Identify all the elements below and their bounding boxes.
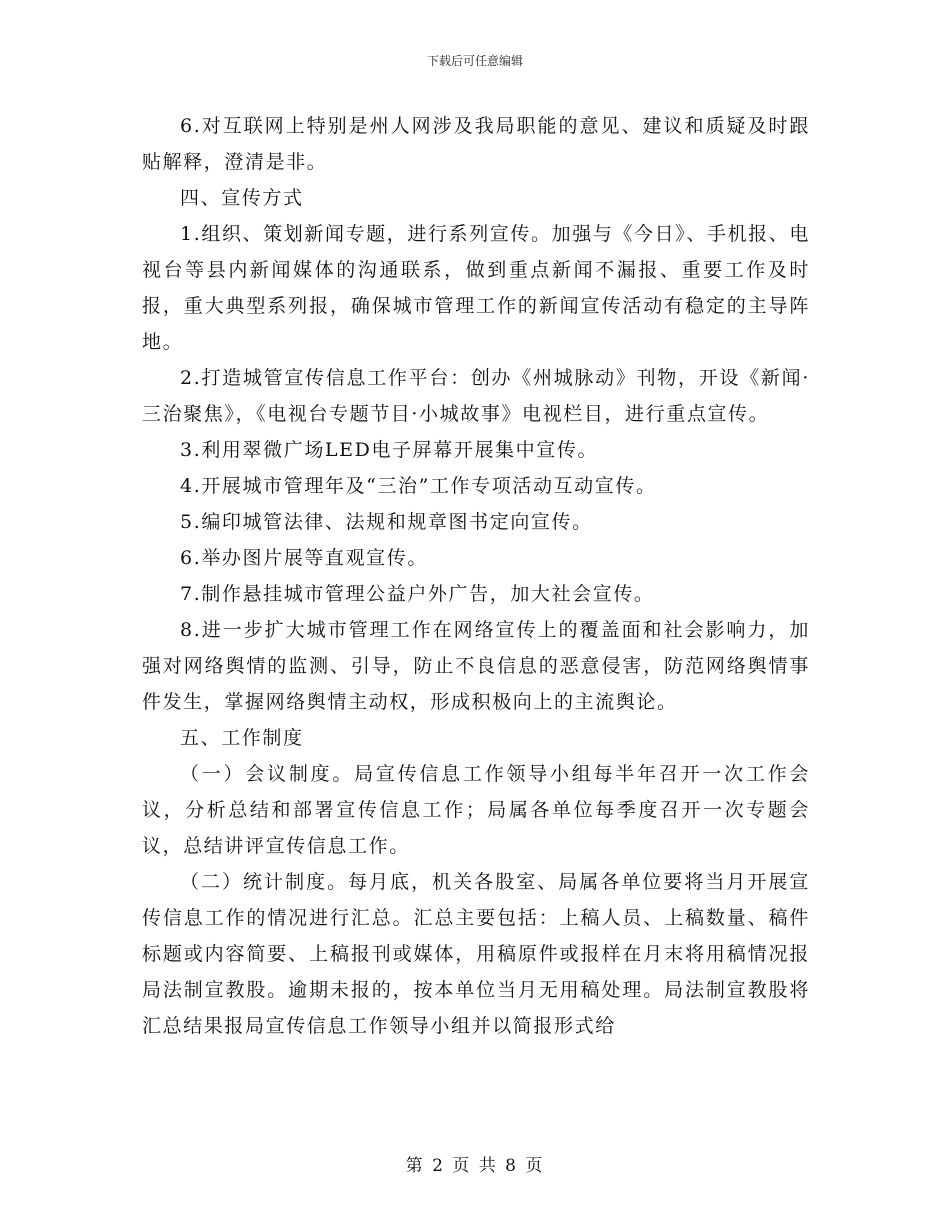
paragraph-method-6: 6.举办图片展等直观宣传。	[180, 547, 428, 569]
paragraph-statistics-system: （二）统计制度。每月底，机关各股室、局属各单位要将当月开展宣传信息工作的情况进行汇总。汇总主要包括：上稿人员、上稿数量、稿件标题或内容简要、上稿报刊或媒体，用稿原件或报样在月末将用稿情况报局法制宣教股。逾期未报的，按本单位当月无用稿处理。局法制宣教股将汇总结果报局宣传信息工作领导小组并以简报形式给	[142, 871, 810, 1037]
paragraph-method-2: 2.打造城管宣传信息工作平台：创办《州城脉动》刊物，开设《新闻·三治聚焦》，《电视台专题节目·小城故事》电视栏目，进行重点宣传。	[142, 367, 810, 425]
section-heading-work-system: 五、工作制度	[180, 727, 304, 749]
paragraph-item-6-internet: 6.对互联网上特别是州人网涉及我局职能的意见、建议和质疑及时跟贴解释，澄清是非。	[142, 115, 810, 173]
paragraph-meeting-system: （一）会议制度。局宣传信息工作领导小组每半年召开一次工作会议，分析总结和部署宣传信息工作；局属各单位每季度召开一次专题会议，总结讲评宣传信息工作。	[142, 763, 810, 857]
page-header: 下载后可任意编辑	[426, 54, 523, 68]
paragraph-method-8: 8.进一步扩大城市管理工作在网络宣传上的覆盖面和社会影响力，加强对网络舆情的监测、引导，防止不良信息的恶意侵害，防范网络舆情事件发生，掌握网络舆情主动权，形成积极向上的主流舆论。	[142, 619, 810, 713]
paragraph-method-4: 4.开展城市管理年及“三治”工作专项活动互动宣传。	[180, 475, 657, 497]
page-footer: 第 2 页 共 8 页	[405, 1156, 545, 1176]
paragraph-method-5: 5.编印城管法律、法规和规章图书定向宣传。	[180, 511, 593, 533]
paragraph-method-3: 3.利用翠微广场LED电子屏幕开展集中宣传。	[180, 439, 599, 461]
paragraph-method-7: 7.制作悬挂城市管理公益户外广告，加大社会宣传。	[180, 583, 655, 605]
document-body	[142, 108, 810, 1044]
section-heading-publicity-methods: 四、宣传方式	[180, 187, 304, 209]
paragraph-method-1: 1.组织、策划新闻专题，进行系列宣传。加强与《今日》、手机报、电视台等县内新闻媒体的沟通联系，做到重点新闻不漏报、重要工作及时报，重大典型系列报，确保城市管理工作的新闻宣传活动有稳定的主导阵地。	[142, 223, 810, 353]
